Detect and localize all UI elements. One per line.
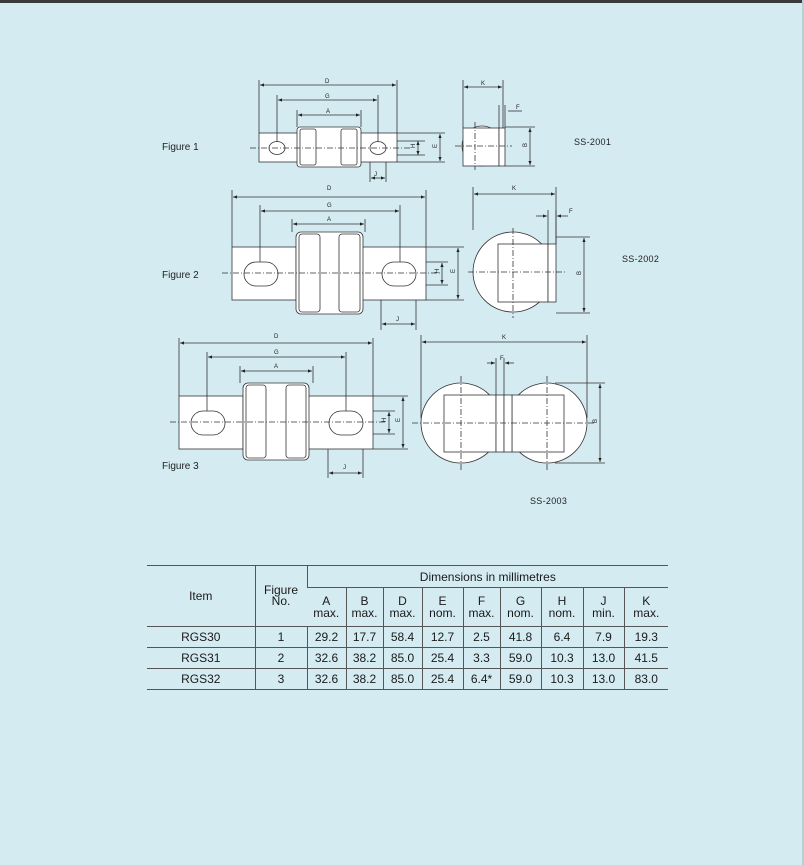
fig2-dim-K: K [512, 186, 517, 192]
figure-1-code: SS-2001 [574, 137, 612, 147]
fig3-dim-H: H [382, 417, 388, 422]
cell-F: 2.5 [463, 627, 500, 648]
cell-figure: 2 [255, 648, 307, 669]
cell-E: 25.4 [422, 669, 463, 690]
figure-2-label: Figure 2 [162, 270, 199, 281]
cell-H: 10.3 [541, 669, 583, 690]
figure-1-side-view [250, 80, 445, 182]
col-header-item: Item [147, 566, 255, 627]
fig1-dim-F: F [516, 105, 520, 111]
fig1-dim-A: A [326, 109, 331, 115]
fig1-dim-H: H [411, 143, 417, 148]
cell-A: 32.6 [307, 669, 346, 690]
fig3-dim-J: J [343, 465, 346, 471]
cell-A: 32.6 [307, 648, 346, 669]
cell-G: 59.0 [500, 669, 541, 690]
cell-D: 58.4 [383, 627, 422, 648]
figure-2-code: SS-2002 [622, 254, 660, 264]
cell-K: 83.0 [624, 669, 668, 690]
figure-header-line1: Figure [263, 583, 298, 597]
cell-figure: 3 [255, 669, 307, 690]
cell-A: 29.2 [307, 627, 346, 648]
fig3-dim-F: F [500, 356, 504, 362]
figure-1-label: Figure 1 [162, 142, 199, 153]
cell-K: 41.5 [624, 648, 668, 669]
dim-header-B: B max. [346, 588, 383, 627]
fig2-dim-F: F [569, 209, 573, 215]
fig3-dim-A: A [274, 364, 279, 370]
dim-header-A: A max. [307, 588, 346, 627]
figure-3-code: SS-2003 [530, 496, 568, 506]
fig2-dim-J: J [396, 317, 399, 323]
cell-item: RGS32 [147, 669, 255, 690]
cell-F: 6.4* [463, 669, 500, 690]
cell-B: 38.2 [346, 648, 383, 669]
dimensions-table [147, 565, 668, 690]
figure-header-line2: No. [271, 594, 291, 608]
fig1-dim-G: G [325, 94, 330, 100]
cell-item: RGS31 [147, 648, 255, 669]
fig1-dim-J: J [374, 172, 377, 178]
dim-header-E: E nom. [422, 588, 463, 627]
cell-figure: 1 [255, 627, 307, 648]
fig2-dim-B: B [577, 270, 583, 275]
cell-D: 85.0 [383, 669, 422, 690]
fig3-dim-G: G [274, 350, 279, 356]
cell-G: 41.8 [500, 627, 541, 648]
dim-header-D: D max. [383, 588, 422, 627]
fig1-dim-D: D [325, 79, 330, 85]
cell-H: 6.4 [541, 627, 583, 648]
fig3-dim-D: D [274, 334, 279, 340]
fig1-dim-B: B [523, 142, 529, 147]
dimensions-title: Dimensions in millimetres [307, 566, 668, 588]
figure-1-end-view [455, 80, 535, 170]
fig3-dim-B: B [593, 418, 599, 423]
cell-H: 10.3 [541, 648, 583, 669]
cell-B: 17.7 [346, 627, 383, 648]
cell-K: 19.3 [624, 627, 668, 648]
figure-3-side-view [170, 338, 408, 478]
cell-G: 59.0 [500, 648, 541, 669]
table-row-rgs30 [147, 627, 668, 648]
cell-D: 85.0 [383, 648, 422, 669]
fig2-dim-H: H [435, 268, 441, 273]
cell-item: RGS30 [147, 627, 255, 648]
figure-3-label: Figure 3 [162, 461, 199, 472]
figure-2-side-view [222, 190, 464, 330]
fig1-dim-E: E [433, 143, 439, 148]
fig2-dim-D: D [327, 186, 332, 192]
dim-header-F: F max. [463, 588, 500, 627]
figure-2-end-view [468, 187, 590, 318]
fig2-dim-A: A [327, 217, 332, 223]
table-row-rgs31 [147, 648, 668, 669]
dim-header-H: H nom. [541, 588, 583, 627]
fig3-dim-E: E [396, 417, 402, 422]
cell-F: 3.3 [463, 648, 500, 669]
cell-B: 38.2 [346, 669, 383, 690]
dim-header-J: J min. [583, 588, 624, 627]
figure-3-end-view [412, 335, 605, 470]
col-header-figure [255, 566, 307, 627]
cell-J: 13.0 [583, 669, 624, 690]
table-row-rgs32 [147, 669, 668, 690]
fig2-dim-E: E [451, 268, 457, 273]
dim-header-K: K max. [624, 588, 668, 627]
fig3-dim-K: K [502, 335, 507, 341]
cell-E: 25.4 [422, 648, 463, 669]
fig2-dim-G: G [327, 203, 332, 209]
dim-header-G: G nom. [500, 588, 541, 627]
fig1-dim-K: K [481, 81, 486, 87]
cell-J: 7.9 [583, 627, 624, 648]
cell-J: 13.0 [583, 648, 624, 669]
cell-E: 12.7 [422, 627, 463, 648]
